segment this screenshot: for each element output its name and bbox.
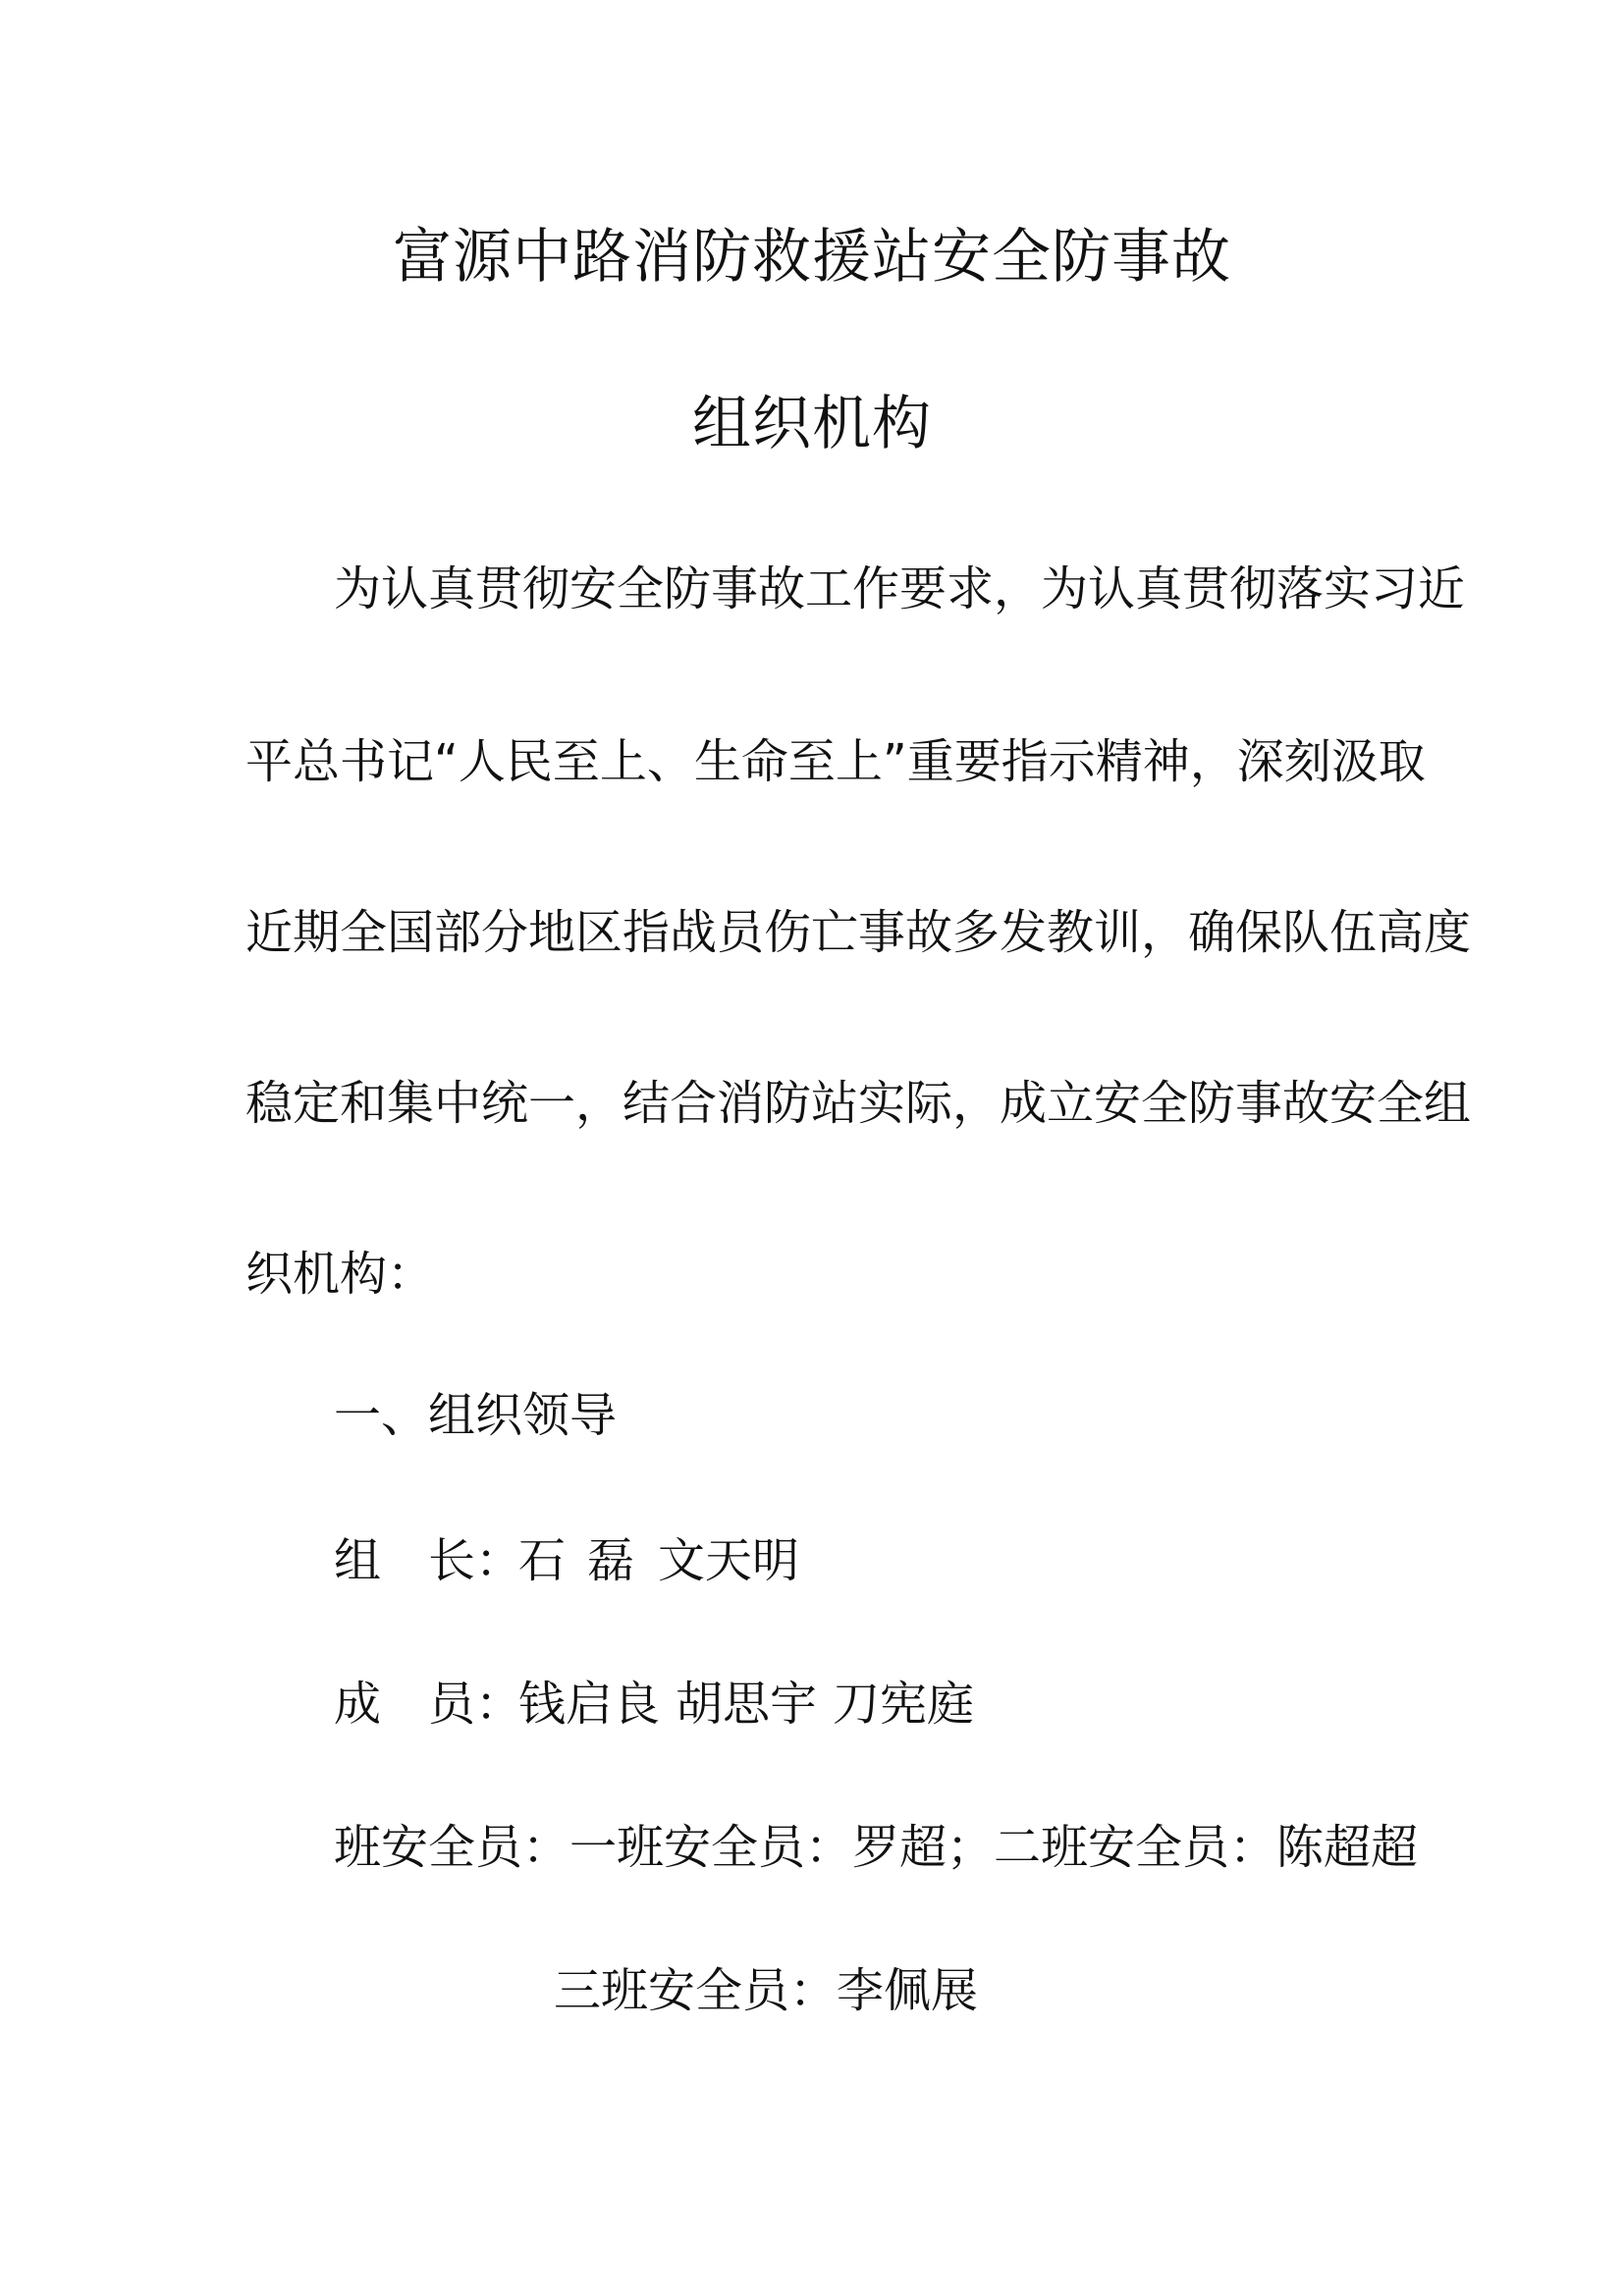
leader-name: 石 [518, 1533, 567, 1588]
squad-safety-line-1: 班安全员：一班安全员：罗超；二班安全员：陈超超 [334, 1820, 1419, 1875]
member-name: 刀宪庭 [833, 1677, 975, 1732]
member-name: 钱启良 [518, 1677, 661, 1732]
leader-label-char-2: 长 [428, 1533, 476, 1588]
squad-safety-line-2: 三班安全员：李佩展 [554, 1963, 979, 2018]
paragraph-line-2: 平总书记“人民至上、生命至上”重要指示精神，深刻汲取 [245, 734, 1426, 789]
leader-name: 磊 [587, 1533, 635, 1588]
section-heading: 一、组织领导 [334, 1388, 618, 1443]
leader-label-char-1: 组 [334, 1533, 382, 1588]
paragraph-line-4: 稳定和集中统一，结合消防站实际，成立安全防事故安全组 [245, 1076, 1472, 1131]
paragraph-line-1: 为认真贯彻安全防事故工作要求，为认真贯彻落实习近 [334, 561, 1466, 616]
paragraph-line-3: 近期全国部分地区指战员伤亡事故多发教训，确保队伍高度 [245, 905, 1472, 960]
document-title-line-2: 组织机构 [692, 390, 932, 458]
paragraph-line-5: 织机构： [245, 1247, 435, 1302]
members-label-colon: ： [475, 1677, 523, 1732]
document-title-line-1: 富源中路消防救援站安全防事故 [393, 223, 1231, 292]
members-label-char-2: 员 [428, 1677, 476, 1732]
leader-label-colon: ： [475, 1533, 523, 1588]
leader-name: 文天明 [658, 1533, 800, 1588]
member-name: 胡思宇 [676, 1677, 818, 1732]
members-label-char-1: 成 [334, 1677, 382, 1732]
